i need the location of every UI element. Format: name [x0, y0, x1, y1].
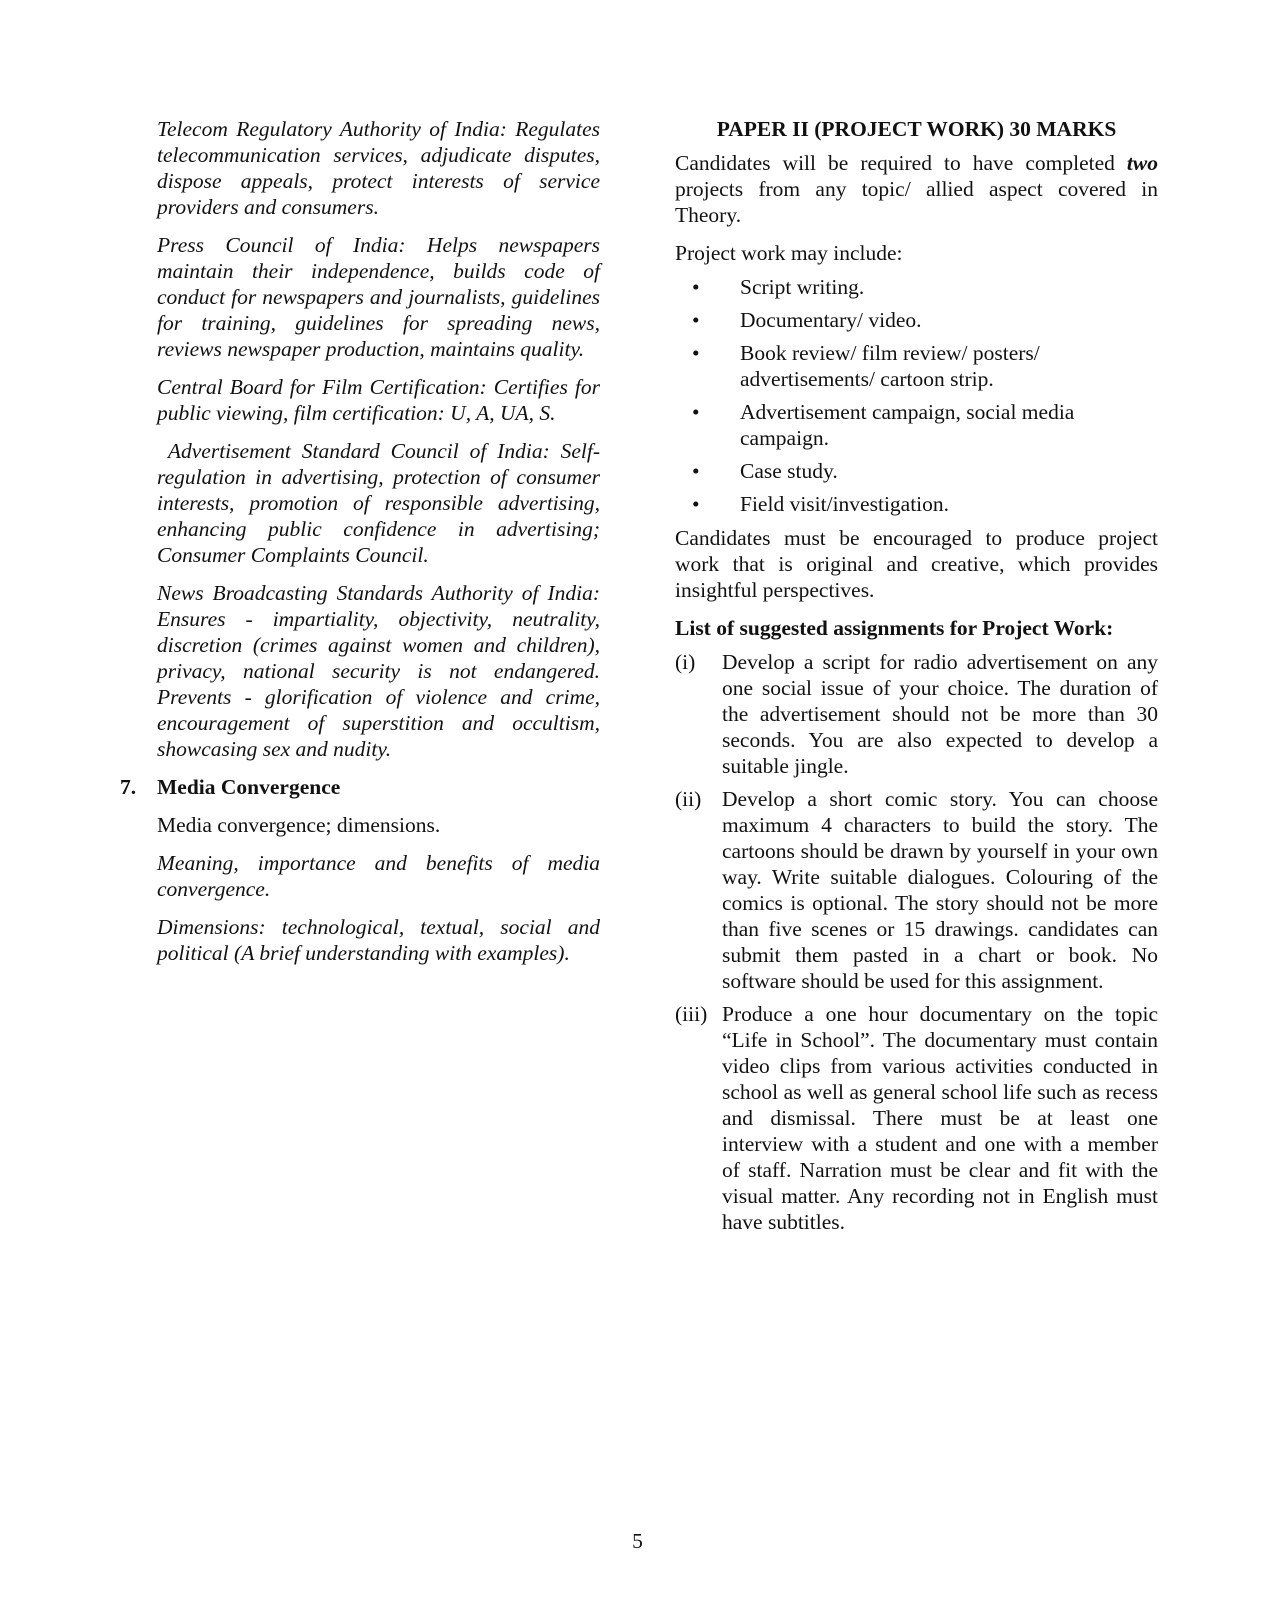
encourage-paragraph: Candidates must be encouraged to produce project work that is original and creative, which provides insightful perspectives.: [675, 526, 1158, 602]
right-column: [675, 116, 1158, 1242]
ascii-paragraph: Advertisement Standard Council of India: Self-regulation in advertising, protection of consumer interests, promotion of responsible advertising, enhancing public confidence in advertising; Consumer Complaints Council.: [157, 439, 606, 567]
bullet-icon: •: [692, 275, 700, 299]
assignment-item: [675, 649, 1158, 779]
assignment-number: (ii): [675, 787, 702, 811]
section-heading-media-convergence: [120, 774, 600, 800]
left-column: [120, 116, 606, 978]
assignment-text: Develop a script for radio advertisement on any one social issue of your choice. The duration of the advertisement should not be more than 30 seconds. You are also expected to develop a suitable jingle.: [722, 650, 1158, 778]
intro-emphasis: two: [1126, 151, 1158, 175]
dimensions-paragraph: Dimensions: technological, textual, social and political (A brief understanding with examples).: [157, 915, 600, 965]
list-item: [675, 399, 1158, 451]
list-item-text: Advertisement campaign, social media campaign.: [740, 400, 1075, 450]
cbfc-paragraph: Central Board for Film Certification: Certifies for public viewing, film certification: U, A, UA, S.: [157, 375, 600, 425]
trai-paragraph: Telecom Regulatory Authority of India: Regulates telecommunication services, adjudicate disputes, dispose appeals, protect interests of service providers and consumers.: [157, 117, 600, 219]
include-label: Project work may include:: [675, 241, 903, 265]
nbsa-paragraph: News Broadcasting Standards Authority of India: Ensures - impartiality, objectivity, neutrality, discretion (crimes against women and children), privacy, national security is not endangered. Prevents - glorification of violence and crime, encouragement of superstition and occultism, showcasing sex and nudity.: [157, 581, 600, 761]
list-item: [675, 491, 1158, 517]
bullet-icon: •: [692, 400, 700, 424]
press-council-paragraph: Press Council of India: Helps newspapers maintain their independence, builds code of conduct for newspapers and journalists, guidelines for training, guidelines for spreading news, reviews newspaper production, maintains quality.: [157, 233, 600, 361]
bullet-icon: •: [692, 341, 700, 365]
intro-text-end: projects from any topic/ allied aspect covered in Theory.: [675, 177, 1158, 227]
intro-text-start: Candidates will be required to have completed: [675, 151, 1127, 175]
section-number: 7.: [120, 775, 137, 799]
project-types-list: [675, 274, 1158, 517]
list-item: [675, 307, 1158, 333]
list-item-text: Documentary/ video.: [740, 308, 922, 332]
list-item-text: Field visit/investigation.: [740, 492, 950, 516]
paper-title: PAPER II (PROJECT WORK) 30 MARKS: [716, 117, 1117, 141]
page-number: 5: [632, 1529, 643, 1553]
section-title: Media Convergence: [157, 775, 341, 799]
assignment-text: Develop a short comic story. You can choose maximum 4 characters to build the story. The cartoons should be drawn by yourself in your own way. Write suitable dialogues. Colouring of the comics is optional. The story should not be more than five scenes or 15 drawings. candidates can submit them pasted in a chart or book. No software should be used for this assignment.: [722, 787, 1158, 993]
bullet-icon: •: [692, 492, 700, 516]
media-convergence-summary: Media convergence; dimensions.: [157, 813, 441, 837]
list-item: [675, 340, 1158, 392]
bullet-icon: •: [692, 308, 700, 332]
assignments-heading: List of suggested assignments for Project Work:: [675, 616, 1114, 640]
intro-paragraph: [675, 150, 1158, 228]
assignment-text: Produce a one hour documentary on the topic “Life in School”. The documentary must contain video clips from various activities conducted in school as well as general school life such as recess and dismissal. There must be at least one interview with a student and one with a member of staff. Narration must be clear and fit with the visual matter. Any recording not in English must have subtitles.: [722, 1002, 1158, 1234]
list-item-text: Case study.: [740, 459, 838, 483]
assignment-number: (i): [675, 650, 696, 674]
assignment-number: (iii): [675, 1002, 708, 1026]
list-item: [675, 274, 1158, 300]
bullet-icon: •: [692, 459, 700, 483]
list-item-text: Script writing.: [740, 275, 865, 299]
meaning-paragraph: Meaning, importance and benefits of media convergence.: [157, 851, 600, 901]
assignment-item: [675, 786, 1158, 994]
list-item-text: Book review/ film review/ posters/ advertisements/ cartoon strip.: [740, 341, 1040, 391]
list-item: [675, 458, 1158, 484]
assignment-item: [675, 1001, 1158, 1235]
